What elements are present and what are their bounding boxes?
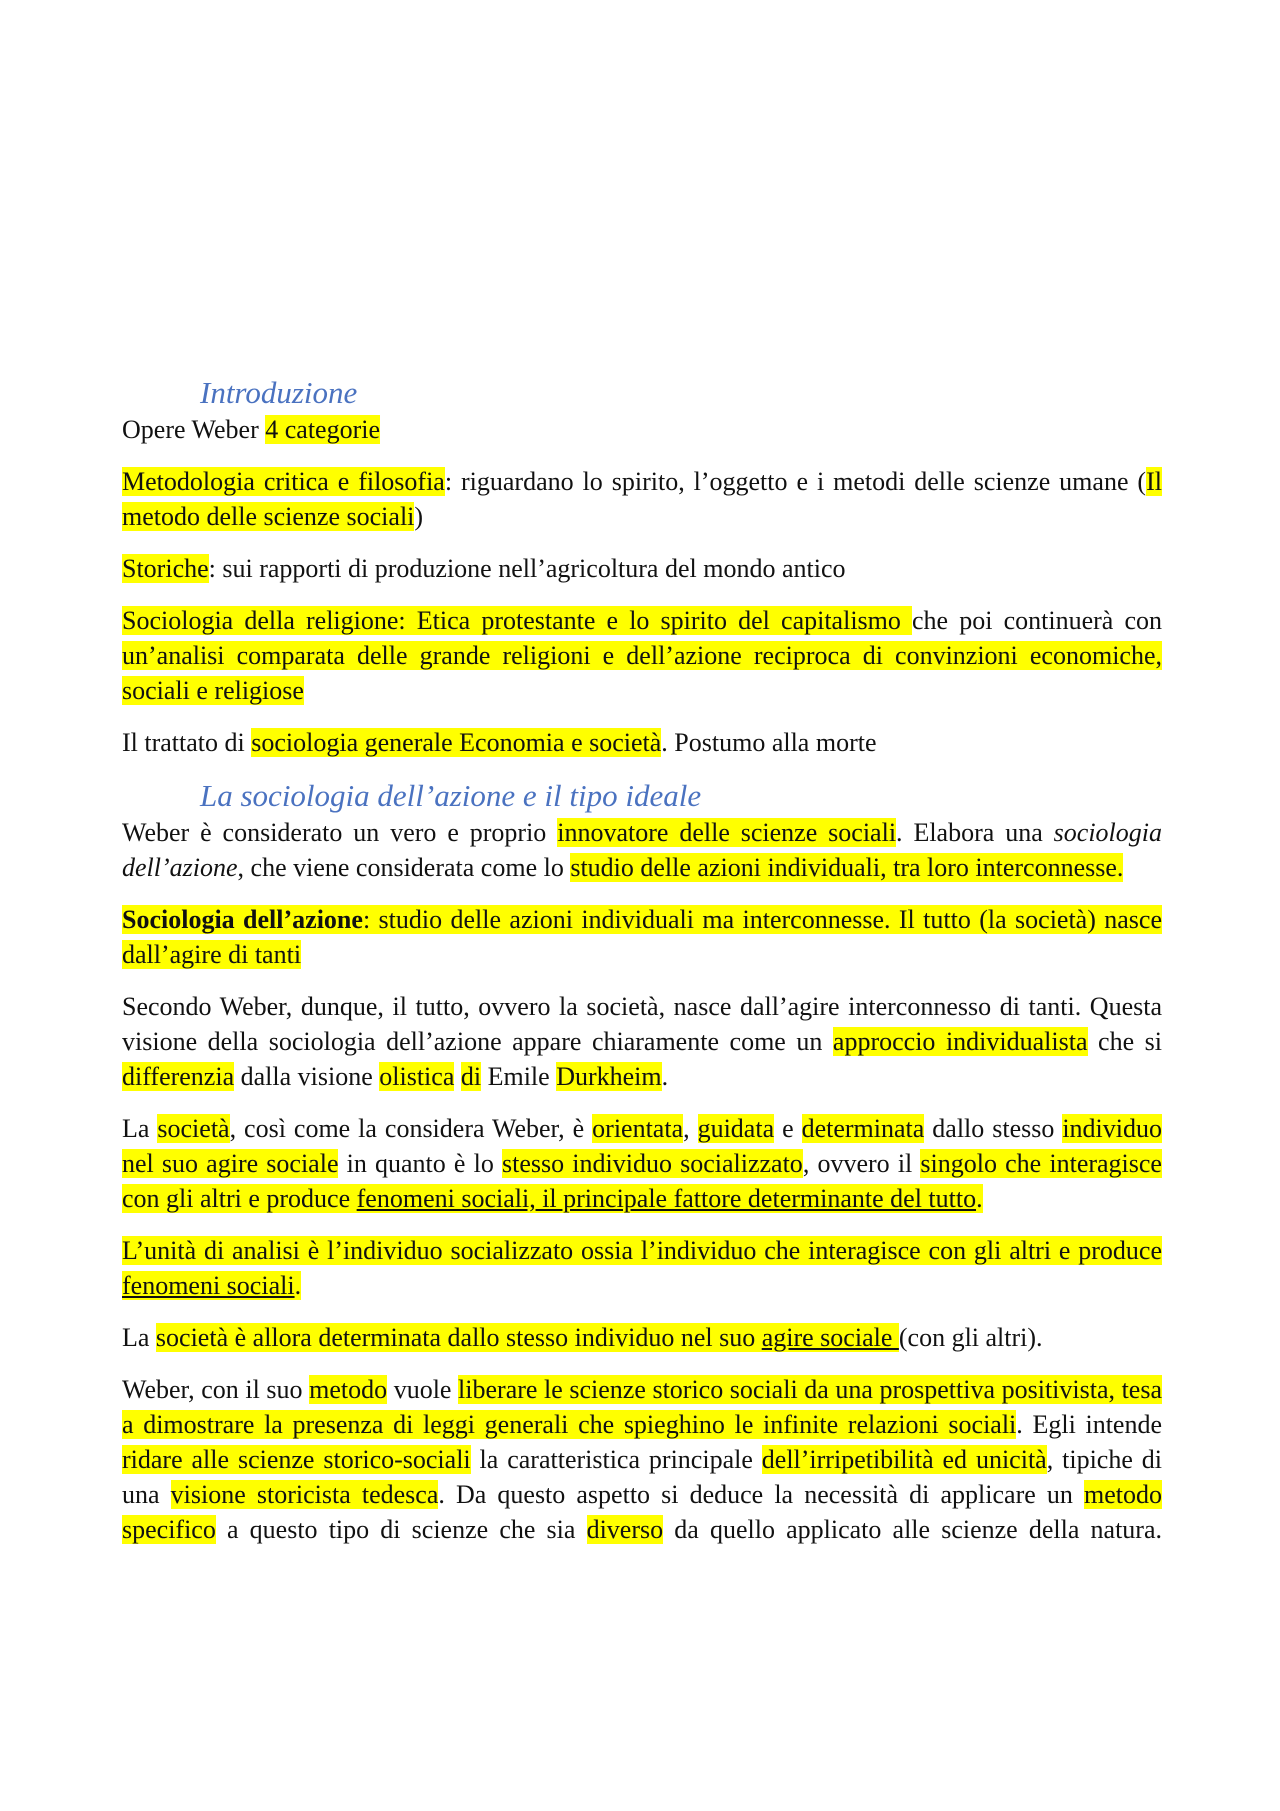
highlight: liberare le scienze storico sociali da una prospettiva positivista, tesa a dimostrare la presenza di leggi generali che spieghino le infinite relazioni sociali: [122, 1375, 1163, 1439]
text: in quanto è lo: [338, 1149, 502, 1178]
text: e: [774, 1114, 802, 1143]
paragraph-storiche: [122, 551, 1162, 586]
highlight: Metodologia critica e filosofia: [122, 467, 445, 496]
paragraph-metodo: [122, 1372, 1162, 1547]
text: La: [122, 1114, 158, 1143]
text: Secondo Weber, dunque, il tutto, ovvero la società, nasce dall’agire interconnesso di tanti. Questa visione della sociologia dell’azione appare chiaramente come un: [122, 992, 1162, 1056]
paragraph-religione: [122, 603, 1162, 708]
highlight: sociologia generale Economia e società: [251, 728, 662, 757]
highlight: approccio individualista: [832, 1027, 1088, 1056]
paragraph-definizione: [122, 902, 1162, 972]
text: , ovvero il: [802, 1149, 921, 1178]
text: : riguardano lo spirito, l’oggetto e i metodi delle scienze umane (: [444, 467, 1147, 496]
highlight: metodo specifico: [122, 1480, 1162, 1544]
text: . Elabora una: [896, 818, 1054, 847]
paragraph-societa-determinata: [122, 1320, 1162, 1355]
highlight: olistica: [379, 1062, 455, 1091]
highlight: stesso individuo socializzato: [502, 1149, 803, 1178]
underlined-highlight: fenomeni sociali: [122, 1271, 295, 1300]
highlight: determinata: [801, 1114, 925, 1143]
text: La: [122, 1323, 156, 1352]
text: da quello applicato alle scienze della natura.: [663, 1515, 1162, 1544]
highlight: orientata: [592, 1114, 684, 1143]
highlight: : studio delle azioni individuali ma interconnesse. Il tutto (la società) nasce dall’agire di tanti: [122, 905, 1163, 969]
highlight: Durkheim: [556, 1062, 662, 1091]
highlight: L’unità di analisi è l’individuo socializzato ossia l’individuo che interagisce con gli altri e produce: [122, 1236, 1162, 1265]
paragraph-secondo-weber: [122, 989, 1162, 1094]
highlight: 4 categorie: [265, 415, 381, 444]
heading-sociologia-azione: La sociologia dell’azione e il tipo ideale: [200, 778, 702, 813]
highlight: di: [460, 1062, 482, 1091]
highlight: Il metodo delle scienze sociali: [122, 467, 1162, 531]
highlight: società è allora determinata dallo stesso individuo nel suo: [155, 1323, 762, 1352]
highlight: Storiche: [122, 554, 209, 583]
text: , tipiche di una: [122, 1445, 1162, 1509]
text: ): [414, 502, 424, 531]
highlight: ridare alle scienze storico-sociali: [122, 1445, 471, 1474]
highlight: individuo nel suo agire sociale: [122, 1114, 1162, 1178]
highlight: .: [294, 1271, 302, 1300]
underlined-highlight: fenomeni sociali, il principale fattore determinante del tutto: [356, 1184, 977, 1213]
paragraph-weber-innovatore: [122, 815, 1162, 885]
document-body: [122, 374, 1162, 1564]
text: la caratteristica principale: [470, 1445, 762, 1474]
paragraph-unita-analisi: [122, 1233, 1162, 1303]
paragraph-opere: [122, 412, 1162, 447]
text: (con gli altri).: [898, 1323, 1043, 1352]
highlight: dell’irripetibilità ed unicità: [761, 1445, 1047, 1474]
text: . Da questo aspetto si deduce la necessità di applicare un: [438, 1480, 1084, 1509]
text: che si: [1087, 1027, 1163, 1056]
highlight: singolo che interagisce con gli altri e produce: [122, 1149, 1162, 1213]
text: : sui rapporti di produzione nell’agricoltura del mondo antico: [208, 554, 846, 583]
text: , che viene considerata come lo: [237, 853, 571, 882]
heading-introduzione: Introduzione: [200, 375, 358, 410]
bold-highlight: Sociologia dell’azione: [122, 905, 363, 934]
text: .: [661, 1062, 669, 1091]
text: Opere Weber: [122, 415, 266, 444]
text: a questo tipo di scienze che sia: [215, 1515, 587, 1544]
italic-term: sociologia dell’azione: [122, 818, 1163, 882]
text: vuole: [387, 1375, 459, 1404]
underlined-highlight: agire sociale: [761, 1323, 899, 1352]
text: Weber, con il suo: [122, 1375, 310, 1404]
text: che poi continuerà con: [912, 606, 1162, 635]
text: dalla visione: [234, 1062, 380, 1091]
highlight: società: [157, 1114, 230, 1143]
text: [454, 1062, 461, 1091]
paragraph-trattato: [122, 725, 1162, 760]
highlight: diverso: [586, 1515, 664, 1544]
highlight: .: [976, 1184, 983, 1213]
highlight: differenzia: [122, 1062, 235, 1091]
text: dallo stesso: [924, 1114, 1063, 1143]
highlight: guidata: [697, 1114, 775, 1143]
text: . Egli intende: [1016, 1410, 1162, 1439]
text: Emile: [481, 1062, 557, 1091]
text: ,: [683, 1114, 698, 1143]
highlight: visione storicista tedesca: [170, 1480, 439, 1509]
highlight: innovatore delle scienze sociali: [557, 818, 897, 847]
paragraph-metodologia: [122, 464, 1162, 534]
highlight: un’analisi comparata delle grande religioni e dell’azione reciproca di convinzioni economiche, sociali e religiose: [122, 641, 1162, 705]
text: . Postumo alla morte: [661, 728, 877, 757]
highlight: metodo: [309, 1375, 388, 1404]
text: , così come la considera Weber, è: [229, 1114, 593, 1143]
highlight: studio delle azioni individuali, tra loro interconnesse.: [570, 853, 1124, 882]
highlight: Sociologia della religione: Etica protestante e lo spirito del capitalismo: [122, 606, 913, 635]
text: Il trattato di: [122, 728, 252, 757]
text: Weber è considerato un vero e proprio: [122, 818, 558, 847]
paragraph-societa: [122, 1111, 1162, 1216]
